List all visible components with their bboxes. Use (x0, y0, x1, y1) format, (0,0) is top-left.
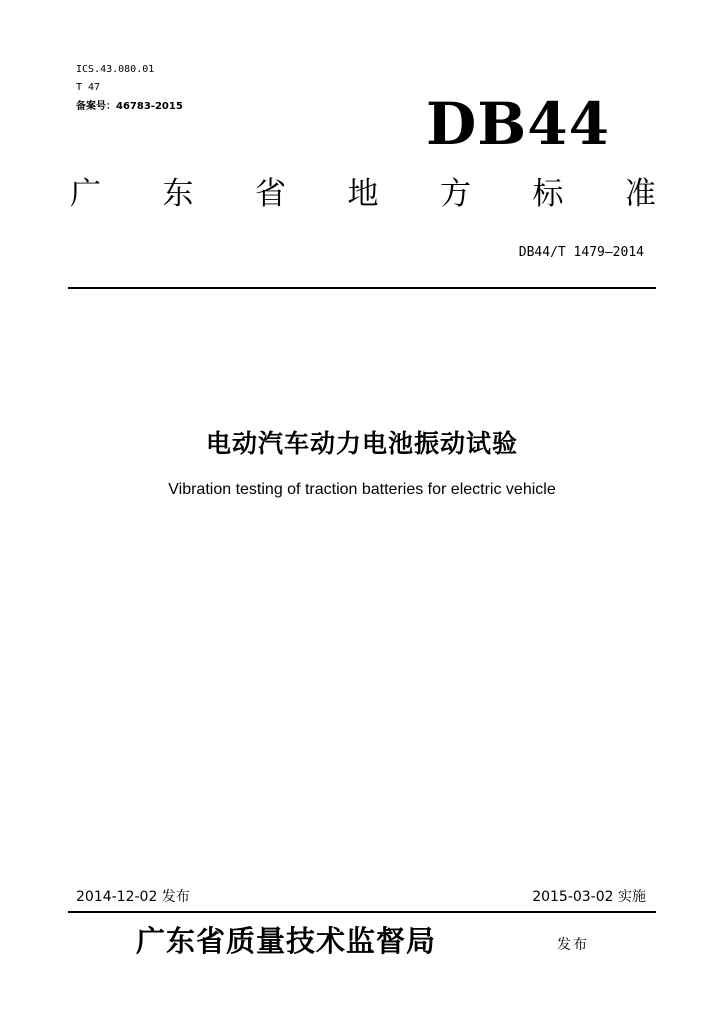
standard-type-char: 东 (162, 176, 194, 212)
record-number: 备案号：46783-2015 (76, 101, 183, 112)
title-chinese: 电动汽车动力电池振动试验 (205, 429, 518, 458)
issuer-name: 广东省质量技术监督局 (136, 924, 437, 958)
standard-number: DB44/T 1479—2014 (518, 245, 644, 260)
class-code: T 47 (76, 82, 101, 93)
standard-type-char: 准 (625, 176, 656, 212)
standard-code-large: DB44 (425, 90, 610, 158)
issue-date: 2014-12-02 发布 (76, 889, 190, 905)
ics-code: ICS.43.080.01 (76, 64, 155, 75)
standard-type (70, 174, 656, 214)
standard-type-char: 地 (347, 176, 379, 212)
top-divider (68, 287, 656, 289)
standard-type-char: 方 (440, 176, 471, 212)
bottom-divider (68, 911, 656, 913)
title-english: Vibration testing of traction batteries for electric vehicle (168, 481, 556, 498)
standard-type-char: 省 (255, 176, 286, 212)
standard-type-char: 标 (532, 176, 564, 212)
issuer-suffix: 发布 (557, 937, 589, 953)
standard-type-char: 广 (70, 176, 101, 212)
implement-date: 2015-03-02 实施 (532, 889, 646, 905)
